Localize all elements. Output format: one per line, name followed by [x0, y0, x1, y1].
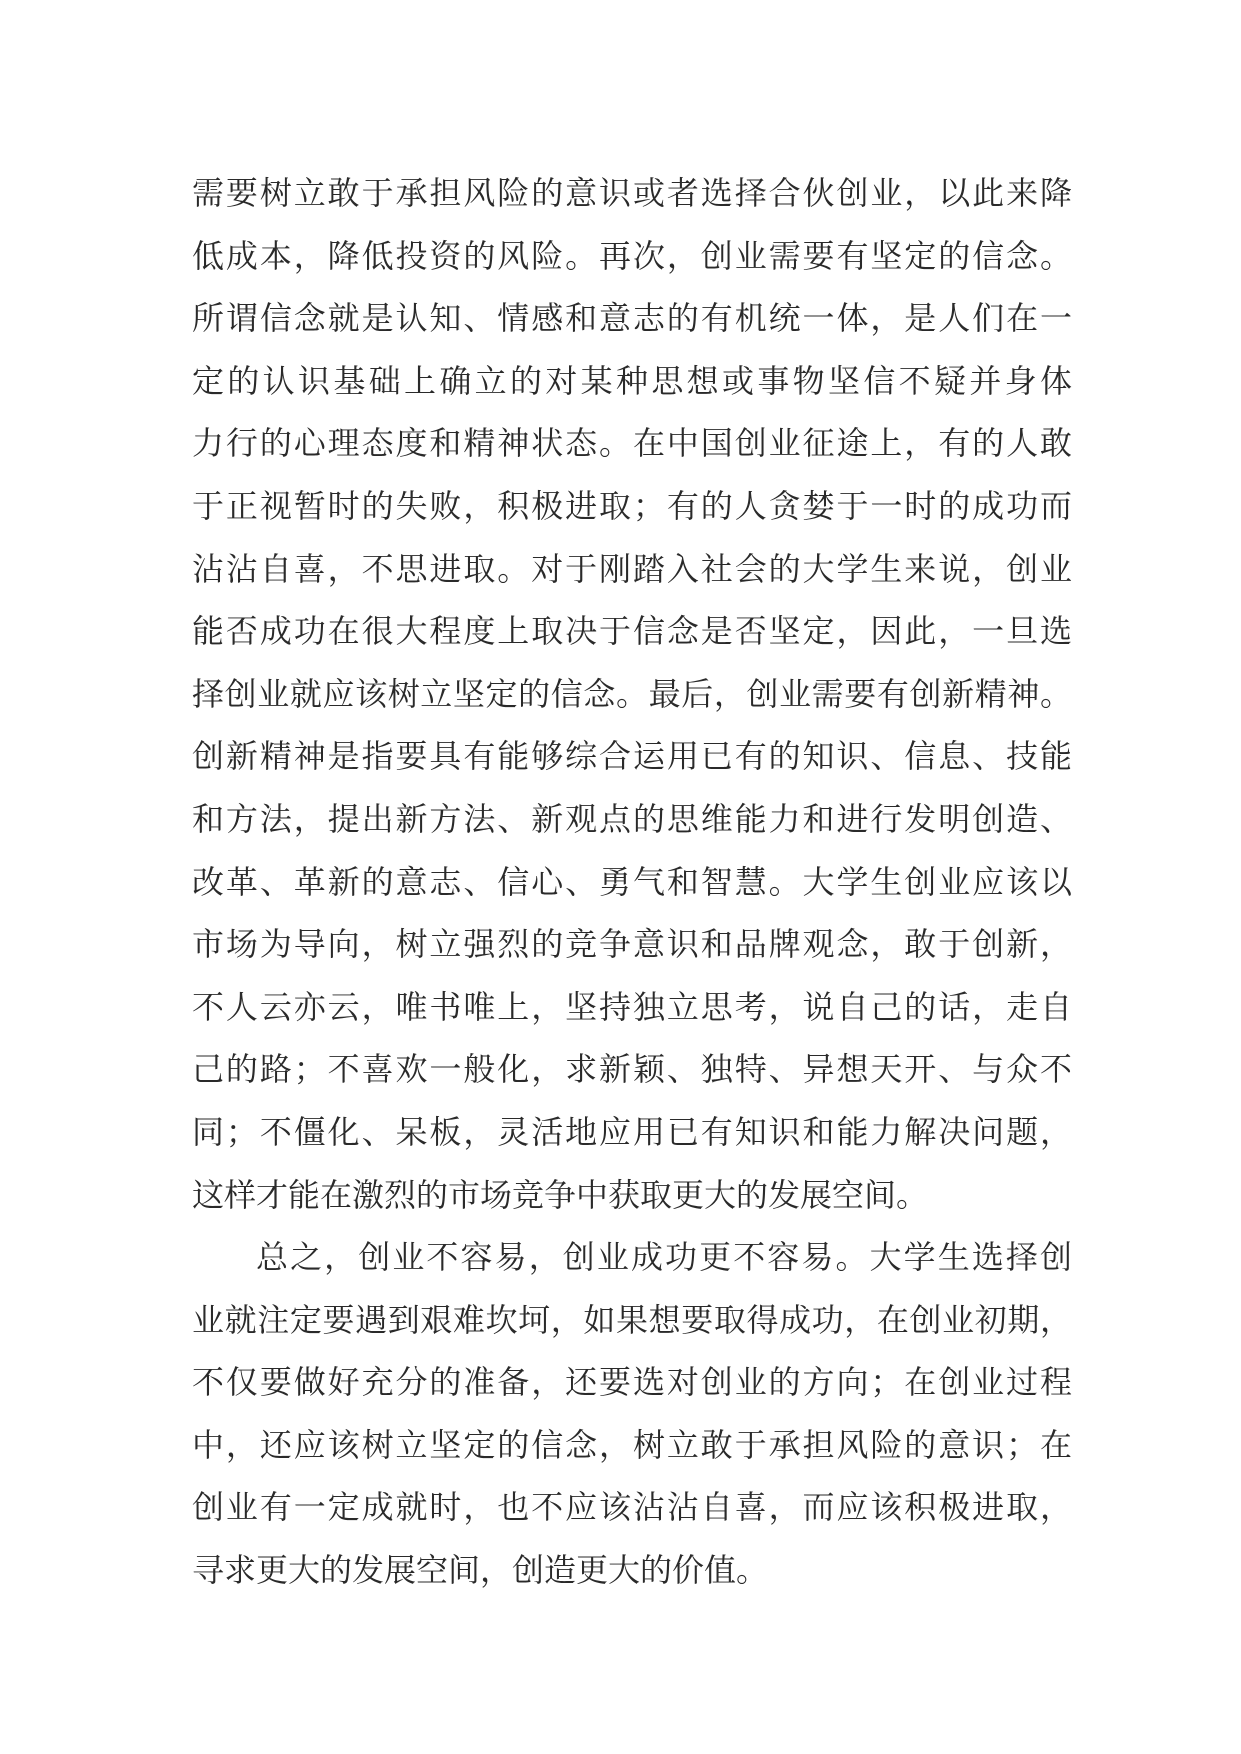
text-line: 同；不僵化、呆板，灵活地应用已有知识和能力解决问题，	[192, 1112, 1072, 1151]
text-line: 这样才能在激烈的市场竞争中获取更大的发展空间。	[192, 1175, 929, 1214]
text-line: 和方法，提出新方法、新观点的思维能力和进行发明创造、	[192, 799, 1072, 838]
text-line: 不人云亦云，唯书唯上，坚持独立思考，说自己的话，走自	[192, 987, 1072, 1026]
paragraph	[192, 1226, 1072, 1602]
text-line: 能否成功在很大程度上取决于信念是否坚定，因此，一旦选	[192, 612, 1072, 651]
text-line: 寻求更大的发展空间，创造更大的价值。	[192, 1551, 769, 1590]
text-line: 力行的心理态度和精神状态。在中国创业征途上，有的人敢	[192, 424, 1072, 463]
text-line: 己的路；不喜欢一般化，求新颖、独特、异想天开、与众不	[192, 1050, 1072, 1089]
text-line: 改革、革新的意志、信心、勇气和智慧。大学生创业应该以	[192, 862, 1072, 901]
text-line: 于正视暂时的失败，积极进取；有的人贪婪于一时的成功而	[192, 486, 1072, 525]
text-line: 业就注定要遇到艰难坎坷，如果想要取得成功，在创业初期，	[192, 1300, 1072, 1339]
text-line: 择创业就应该树立坚定的信念。最后，创业需要有创新精神。	[192, 674, 1072, 713]
text-line: 创业有一定成就时，也不应该沾沾自喜，而应该积极进取，	[192, 1488, 1072, 1527]
body-text	[192, 162, 1072, 1602]
text-line: 不仅要做好充分的准备，还要选对创业的方向；在创业过程	[192, 1363, 1072, 1402]
paragraph	[192, 162, 1072, 1226]
text-line: 所谓信念就是认知、情感和意志的有机统一体，是人们在一	[192, 299, 1072, 338]
text-line: 定的认识基础上确立的对某种思想或事物坚信不疑并身体	[192, 361, 1072, 400]
text-line: 总之，创业不容易，创业成功更不容易。大学生选择创	[256, 1238, 1072, 1277]
text-line: 中，还应该树立坚定的信念，树立敢于承担风险的意识；在	[192, 1425, 1072, 1464]
text-line: 需要树立敢于承担风险的意识或者选择合伙创业，以此来降	[192, 174, 1072, 212]
text-line: 低成本，降低投资的风险。再次，创业需要有坚定的信念。	[192, 236, 1072, 275]
text-line: 市场为导向，树立强烈的竞争意识和品牌观念，敢于创新，	[192, 925, 1072, 964]
text-line: 沾沾自喜，不思进取。对于刚踏入社会的大学生来说，创业	[192, 549, 1072, 588]
text-line: 创新精神是指要具有能够综合运用已有的知识、信息、技能	[192, 737, 1072, 776]
